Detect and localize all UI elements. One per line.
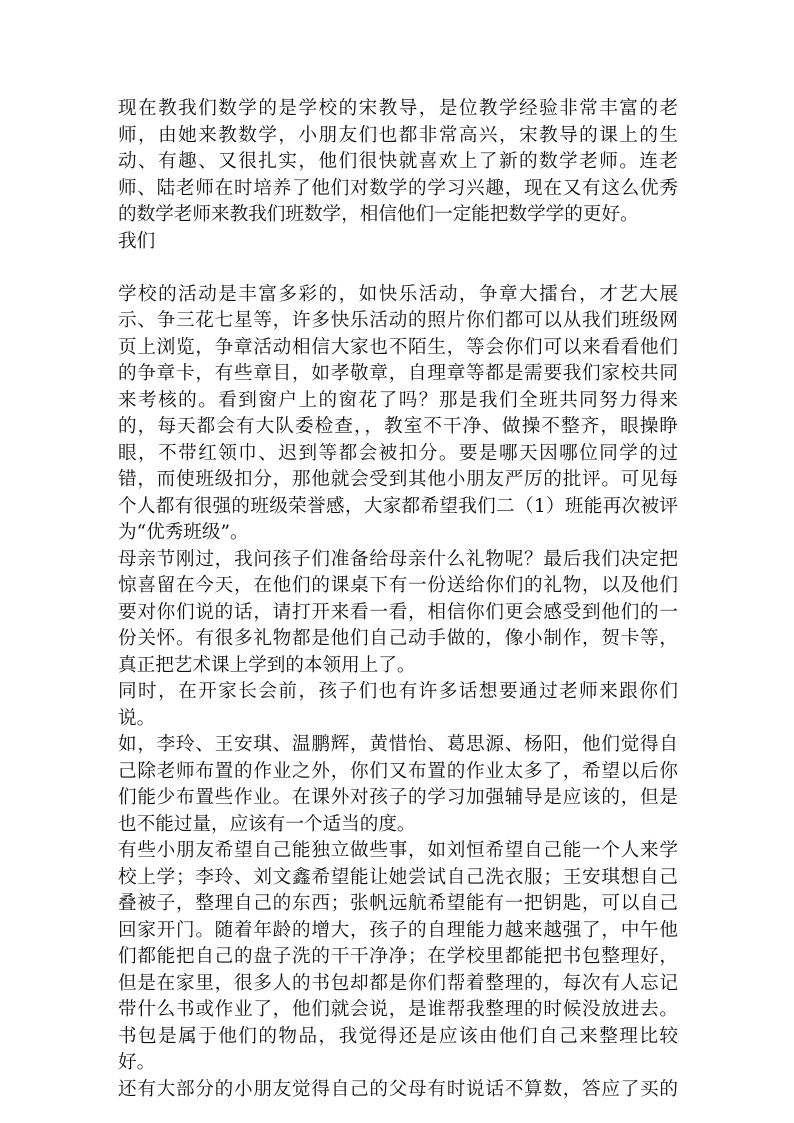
paragraph-independence — [118, 838, 678, 1077]
text-line: 动、有趣、又很扎实，他们很快就喜欢上了新的数学老师。连老 — [118, 151, 678, 172]
text-line: 真正把艺术课上学到的本领用上了。 — [118, 654, 416, 676]
text-line: 书包是属于他们的物品，我觉得还是应该由他们自己来整理比较 — [118, 1025, 678, 1047]
paragraph-mothers-day — [118, 547, 678, 680]
document-page — [118, 96, 678, 1103]
text-line: 校上学；李玲、刘文鑫希望能让她尝试自己洗衣服；王安琪想自己 — [118, 866, 678, 888]
text-line: 也不能过量，应该有一个适当的度。 — [118, 813, 416, 835]
text-line: 如，李玲、王安琪、温鹏辉，黄惜怡、葛思源、杨阳，他们觉得自 — [118, 734, 678, 755]
text-line: 个人都有很强的班级荣誉感，大家都希望我们二（1）班能再次被评 — [118, 495, 678, 517]
text-line: 还有大部分的小朋友觉得自己的父母有时说话不算数，答应了买的 — [118, 1078, 678, 1100]
paragraph-parents-promises — [118, 1077, 678, 1104]
text-line: 师，由她来教数学，小朋友们也都非常高兴，宋教导的课上的生 — [118, 124, 678, 146]
text-line: 但是在家里，很多人的书包却都是你们帮着整理的，每次有人忘记 — [118, 972, 678, 994]
paragraph-homework — [118, 732, 678, 838]
text-line: 们都能把自己的盘子洗的干干净净；在学校里都能把书包整理好， — [118, 946, 678, 967]
text-line: 师、陆老师在时培养了他们对数学的学习兴趣，现在又有这么优秀 — [118, 177, 678, 199]
text-line: 说。 — [118, 707, 156, 729]
text-line: 示、争三花七星等，许多快乐活动的照片你们都可以从我们班级网 — [118, 310, 678, 331]
text-line: 的，每天都会有大队委检查，，教室不干净、做操不整齐，眼操睁 — [118, 416, 678, 437]
blank-line — [118, 255, 678, 282]
text-line: 好。 — [118, 1052, 156, 1073]
text-line: 带什么书或作业了，他们就会说，是谁帮我整理的时候没放进去。 — [118, 999, 678, 1020]
text-line: 母亲节刚过，我问孩子们准备给母亲什么礼物呢？最后我们决定把 — [118, 548, 678, 570]
text-line: 为“优秀班级”。 — [118, 522, 249, 543]
text-line: 己除老师布置的作业之外，你们又布置的作业太多了，希望以后你 — [118, 760, 678, 782]
text-line: 页上浏览，争章活动相信大家也不陌生，等会你们可以来看看他们 — [118, 336, 678, 358]
text-line: 来考核的。看到窗户上的窗花了吗？那是我们全班共同努力得来 — [118, 389, 678, 411]
paragraph-fragment — [118, 229, 678, 256]
text-line: 错，而使班级扣分，那他就会受到其他小朋友严厉的批评。可见每 — [118, 469, 678, 490]
text-line: 有些小朋友希望自己能独立做些事，如刘恒希望自己能一个人来学 — [118, 840, 678, 861]
paragraph-children-words — [118, 679, 678, 732]
text-line: 的数学老师来教我们班数学，相信他们一定能把数学学的更好。 — [118, 204, 639, 225]
text-line: 要对你们说的话，请打开来看一看，相信你们更会感受到他们的一 — [118, 601, 678, 623]
text-line: 惊喜留在今天，在他们的课桌下有一份送给你们的礼物，以及他们 — [118, 575, 678, 596]
text-line: 份关怀。有很多礼物都是他们自己动手做的，像小制作，贺卡等， — [118, 628, 678, 649]
text-line: 的争章卡，有些章目，如孝敬章，自理章等都是需要我们家校共同 — [118, 363, 678, 384]
text-line: 我们 — [118, 230, 156, 252]
text-line: 眼，不带红领巾、迟到等都会被扣分。要是哪天因哪位同学的过 — [118, 442, 678, 464]
text-line: 现在教我们数学的是学校的宋教导，是位教学经验非常丰富的老 — [118, 98, 678, 119]
text-line: 同时，在开家长会前，孩子们也有许多话想要通过老师来跟你们 — [118, 681, 678, 702]
text-line: 叠被子，整理自己的东西；张帆远航希望能有一把钥匙，可以自己 — [118, 893, 678, 914]
text-line: 回家开门。随着年龄的增大，孩子的自理能力越来越强了，中午他 — [118, 919, 678, 941]
text-line: 学校的活动是丰富多彩的，如快乐活动，争章大擂台，才艺大展 — [118, 283, 678, 305]
paragraph-school-activities — [118, 282, 678, 547]
paragraph-math-teacher — [118, 96, 678, 229]
text-line: 们能少布置些作业。在课外对孩子的学习加强辅导是应该的，但是 — [118, 787, 678, 808]
